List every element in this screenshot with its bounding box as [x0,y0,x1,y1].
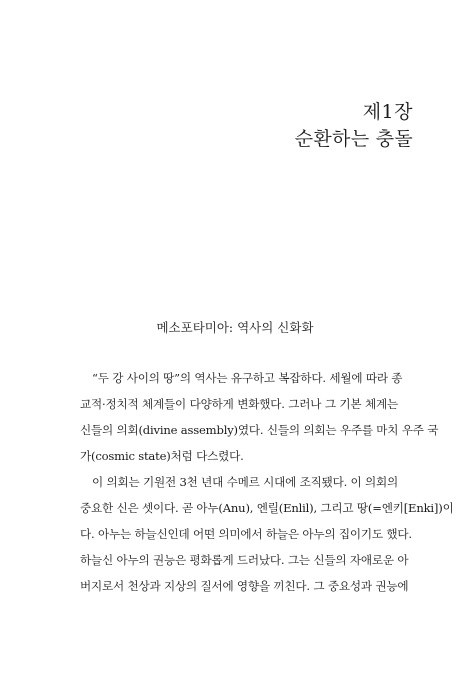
body-line: “두 강 사이의 땅”의 역사는 유구하고 복잡하다. 세월에 따라 종 [92,371,403,385]
chapter-header [295,99,413,153]
body-line: 교적·정치적 체계들이 다양하게 변화했다. 그러나 그 기본 체계는 [80,397,398,411]
section-heading: 메소포타미아: 역사의 신화화 [156,320,314,335]
chapter-title: 순환하는 충돌 [294,128,413,150]
body-line: 이 의회는 기원전 3천 년대 수메르 시대에 조직됐다. 이 의회의 [92,475,399,489]
body-line: 버지로서 천상과 지상의 질서에 영향을 끼친다. 그 중요성과 권능에 [80,579,409,593]
body-line: 하늘신 아누의 권능은 평화롭게 드러났다. 그는 신들의 자애로운 아 [80,553,409,567]
body-text [80,365,454,599]
body-line: 가(cosmic state)처럼 다스렸다. [80,449,244,463]
body-line: 신들의 의회(divine assembly)였다. 신들의 의회는 우주를 마치 우주 국 [80,423,439,437]
body-line: 다. 아누는 하늘신인데 어떤 의미에서 하늘은 아누의 집이기도 했다. [80,527,412,541]
body-line: 중요한 신은 셋이다. 곧 아누(Anu), 엔릴(Enlil), 그리고 땅(=엔키[Enki])이 [80,501,454,515]
chapter-number: 제1장 [362,101,413,123]
